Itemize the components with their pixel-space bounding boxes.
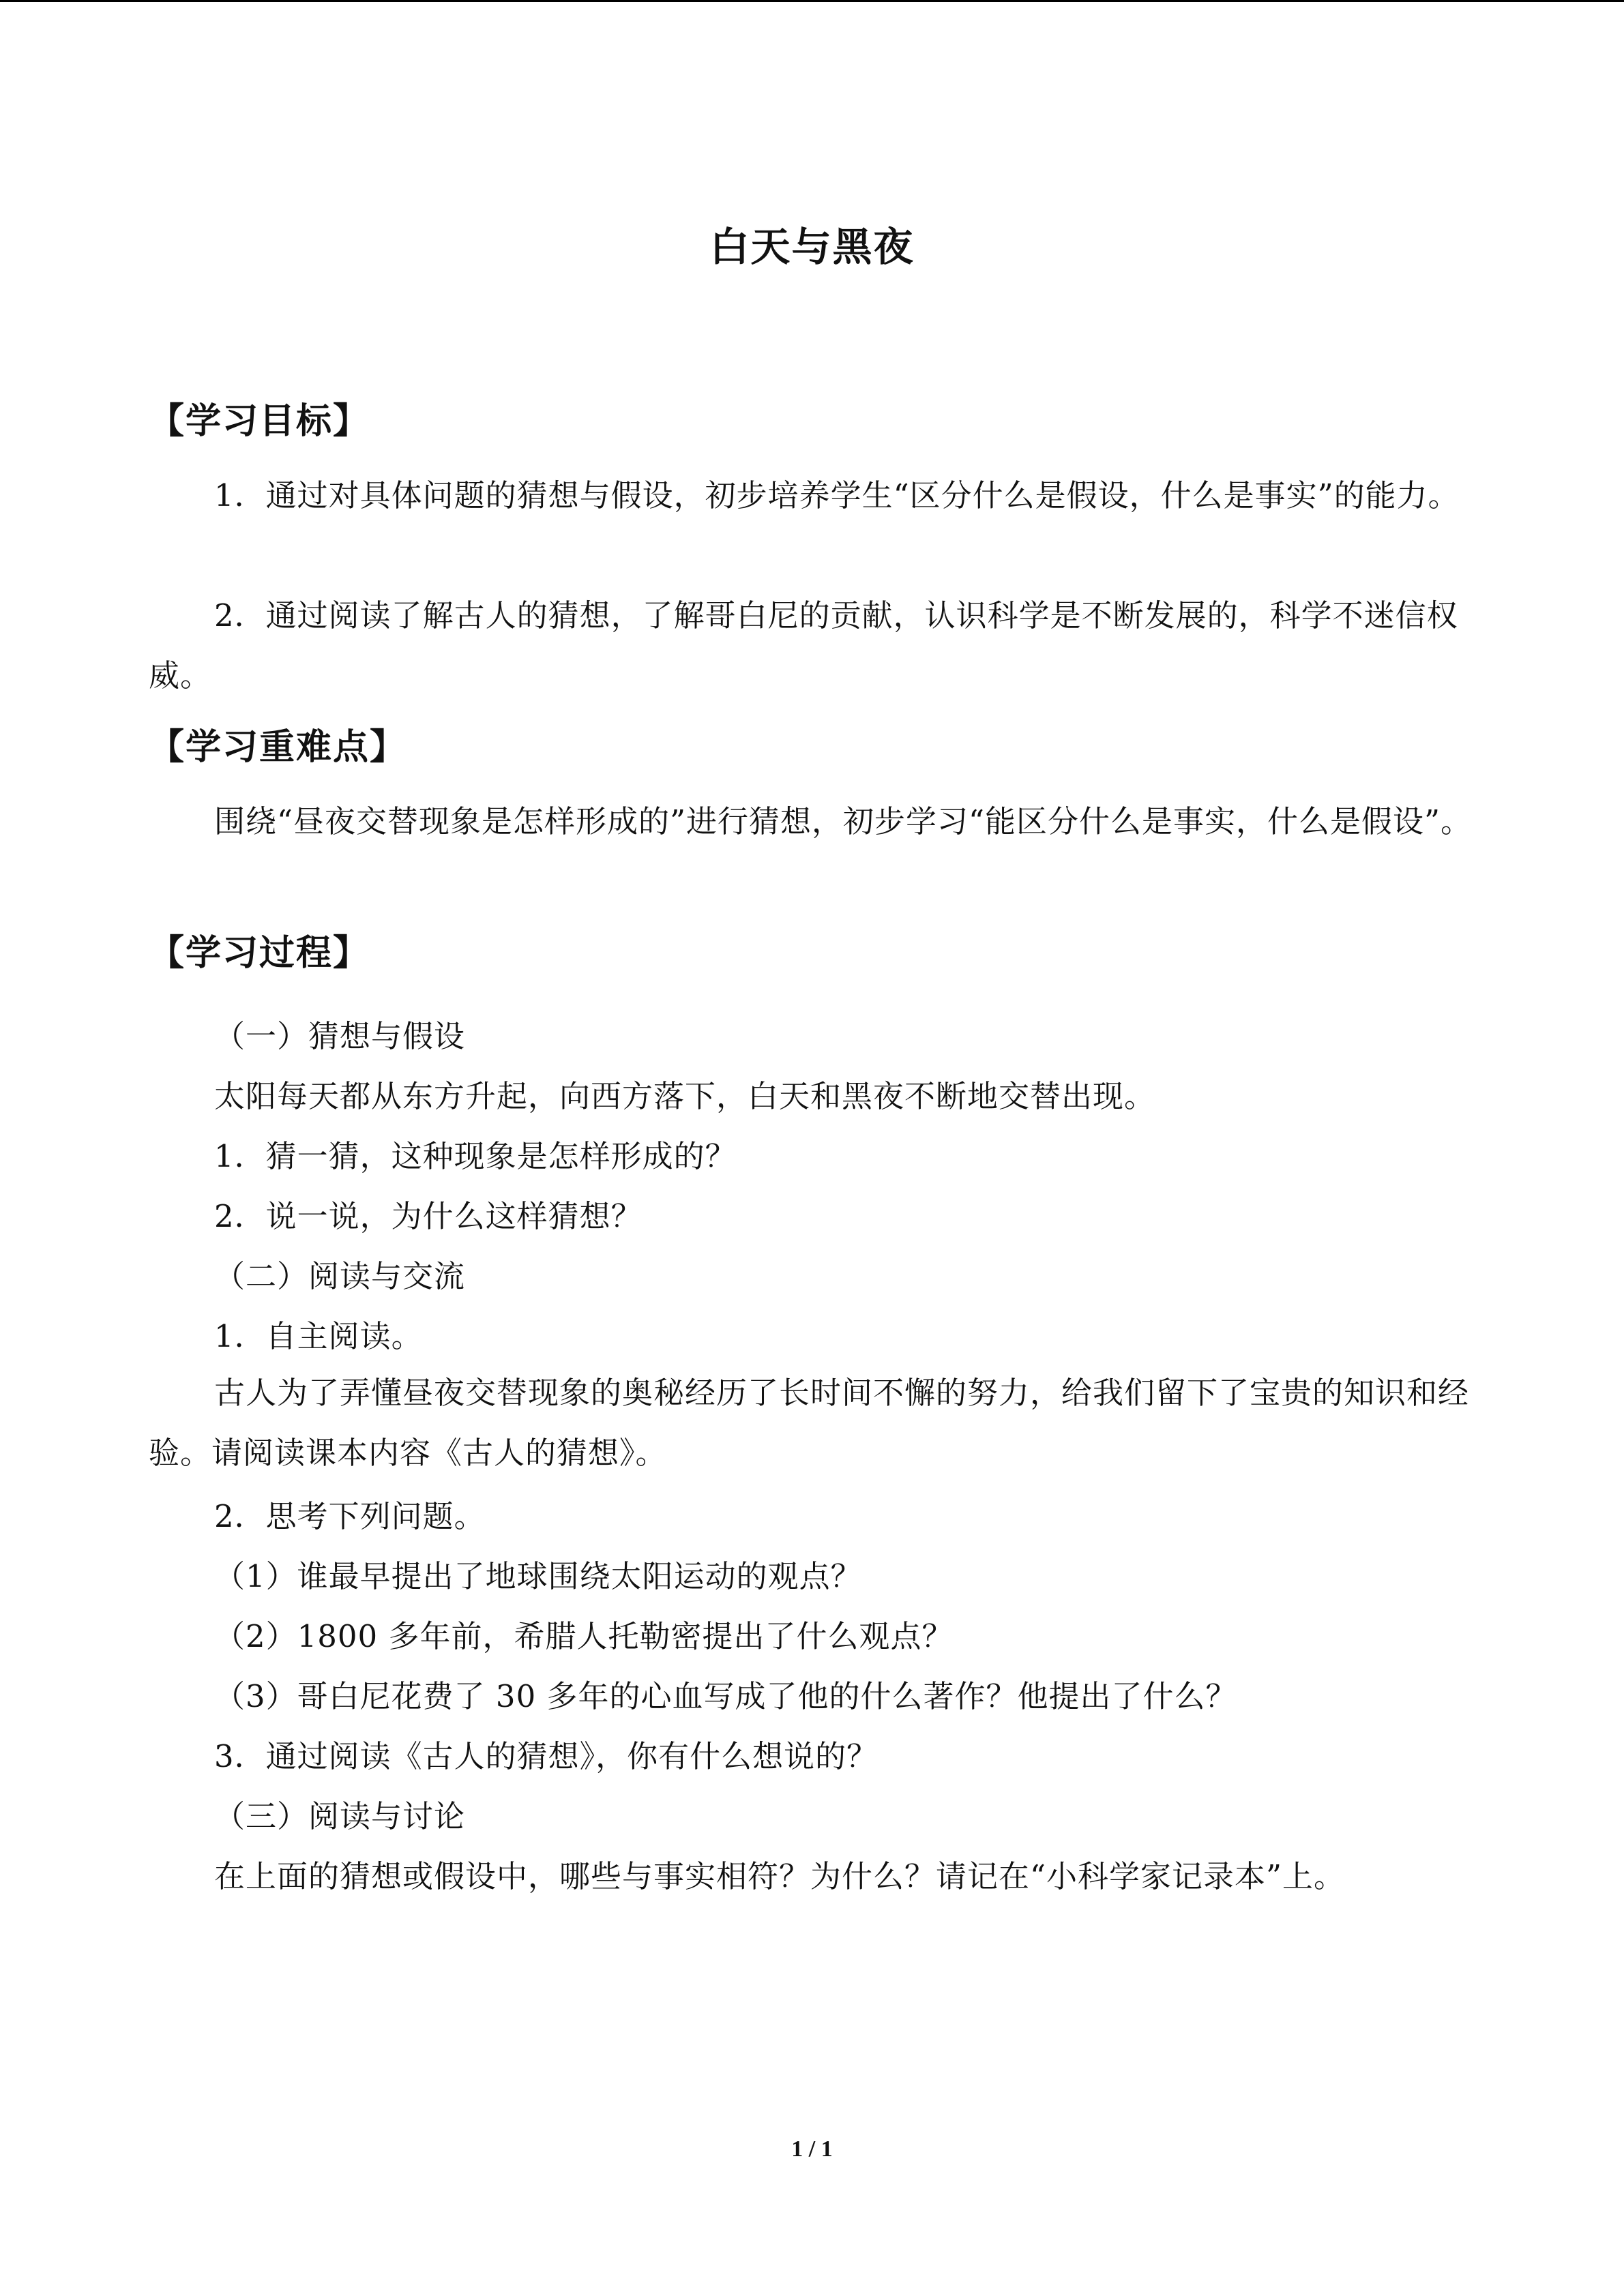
part2-step-2: 2．思考下列问题。: [214, 1498, 486, 1534]
part1-question-1: 1．猜一猜，这种现象是怎样形成的？: [214, 1138, 737, 1174]
part3-title: （三）阅读与讨论: [214, 1798, 466, 1834]
goal-item-2: 2．通过阅读了解古人的猜想，了解哥白尼的贡献，认识科学是不断发展的，科学不迷信权威。: [149, 597, 1458, 694]
part2-subquestion-2: （2）1800 多年前，希腊人托勒密提出了什么观点？: [214, 1618, 954, 1654]
part1-text: 太阳每天都从东方升起，向西方落下，白天和黑夜不断地交替出现。: [214, 1078, 1156, 1114]
part2-subquestion-1: （1）谁最早提出了地球围绕太阳运动的观点？: [214, 1558, 862, 1594]
part1-title: （一）猜想与假设: [214, 1018, 466, 1054]
key-points-text: 围绕“昼夜交替现象是怎样形成的”进行猜想，初步学习“能区分什么是事实，什么是假设”。: [214, 803, 1473, 839]
section-heading-process: 【学习过程】: [149, 933, 370, 974]
part2-text: 古人为了弄懂昼夜交替现象的奥秘经历了长时间不懈的努力，给我们留下了宝贵的知识和经验。请阅读课本内容《古人的猜想》。: [149, 1375, 1470, 1471]
page-number: 1 / 1: [791, 2136, 833, 2162]
section-heading-goals: 【学习目标】: [149, 401, 370, 442]
section-heading-key-points: 【学习重难点】: [149, 727, 407, 768]
part3-text: 在上面的猜想或假设中，哪些与事实相符？为什么？请记在“小科学家记录本”上。: [214, 1858, 1346, 1894]
part2-subquestion-3: （3）哥白尼花费了 30 多年的心血写成了他的什么著作？他提出了什么？: [214, 1678, 1237, 1714]
page-title: 白天与黑夜: [709, 224, 915, 270]
part2-step-1: 1．自主阅读。: [214, 1318, 423, 1354]
part2-title: （二）阅读与交流: [214, 1258, 466, 1294]
goal-item-1: 1．通过对具体问题的猜想与假设，初步培养学生“区分什么是假设，什么是事实”的能力。: [214, 477, 1460, 513]
part2-step-3: 3．通过阅读《古人的猜想》，你有什么想说的？: [214, 1738, 879, 1774]
part1-question-2: 2．说一说，为什么这样猜想？: [214, 1198, 643, 1234]
